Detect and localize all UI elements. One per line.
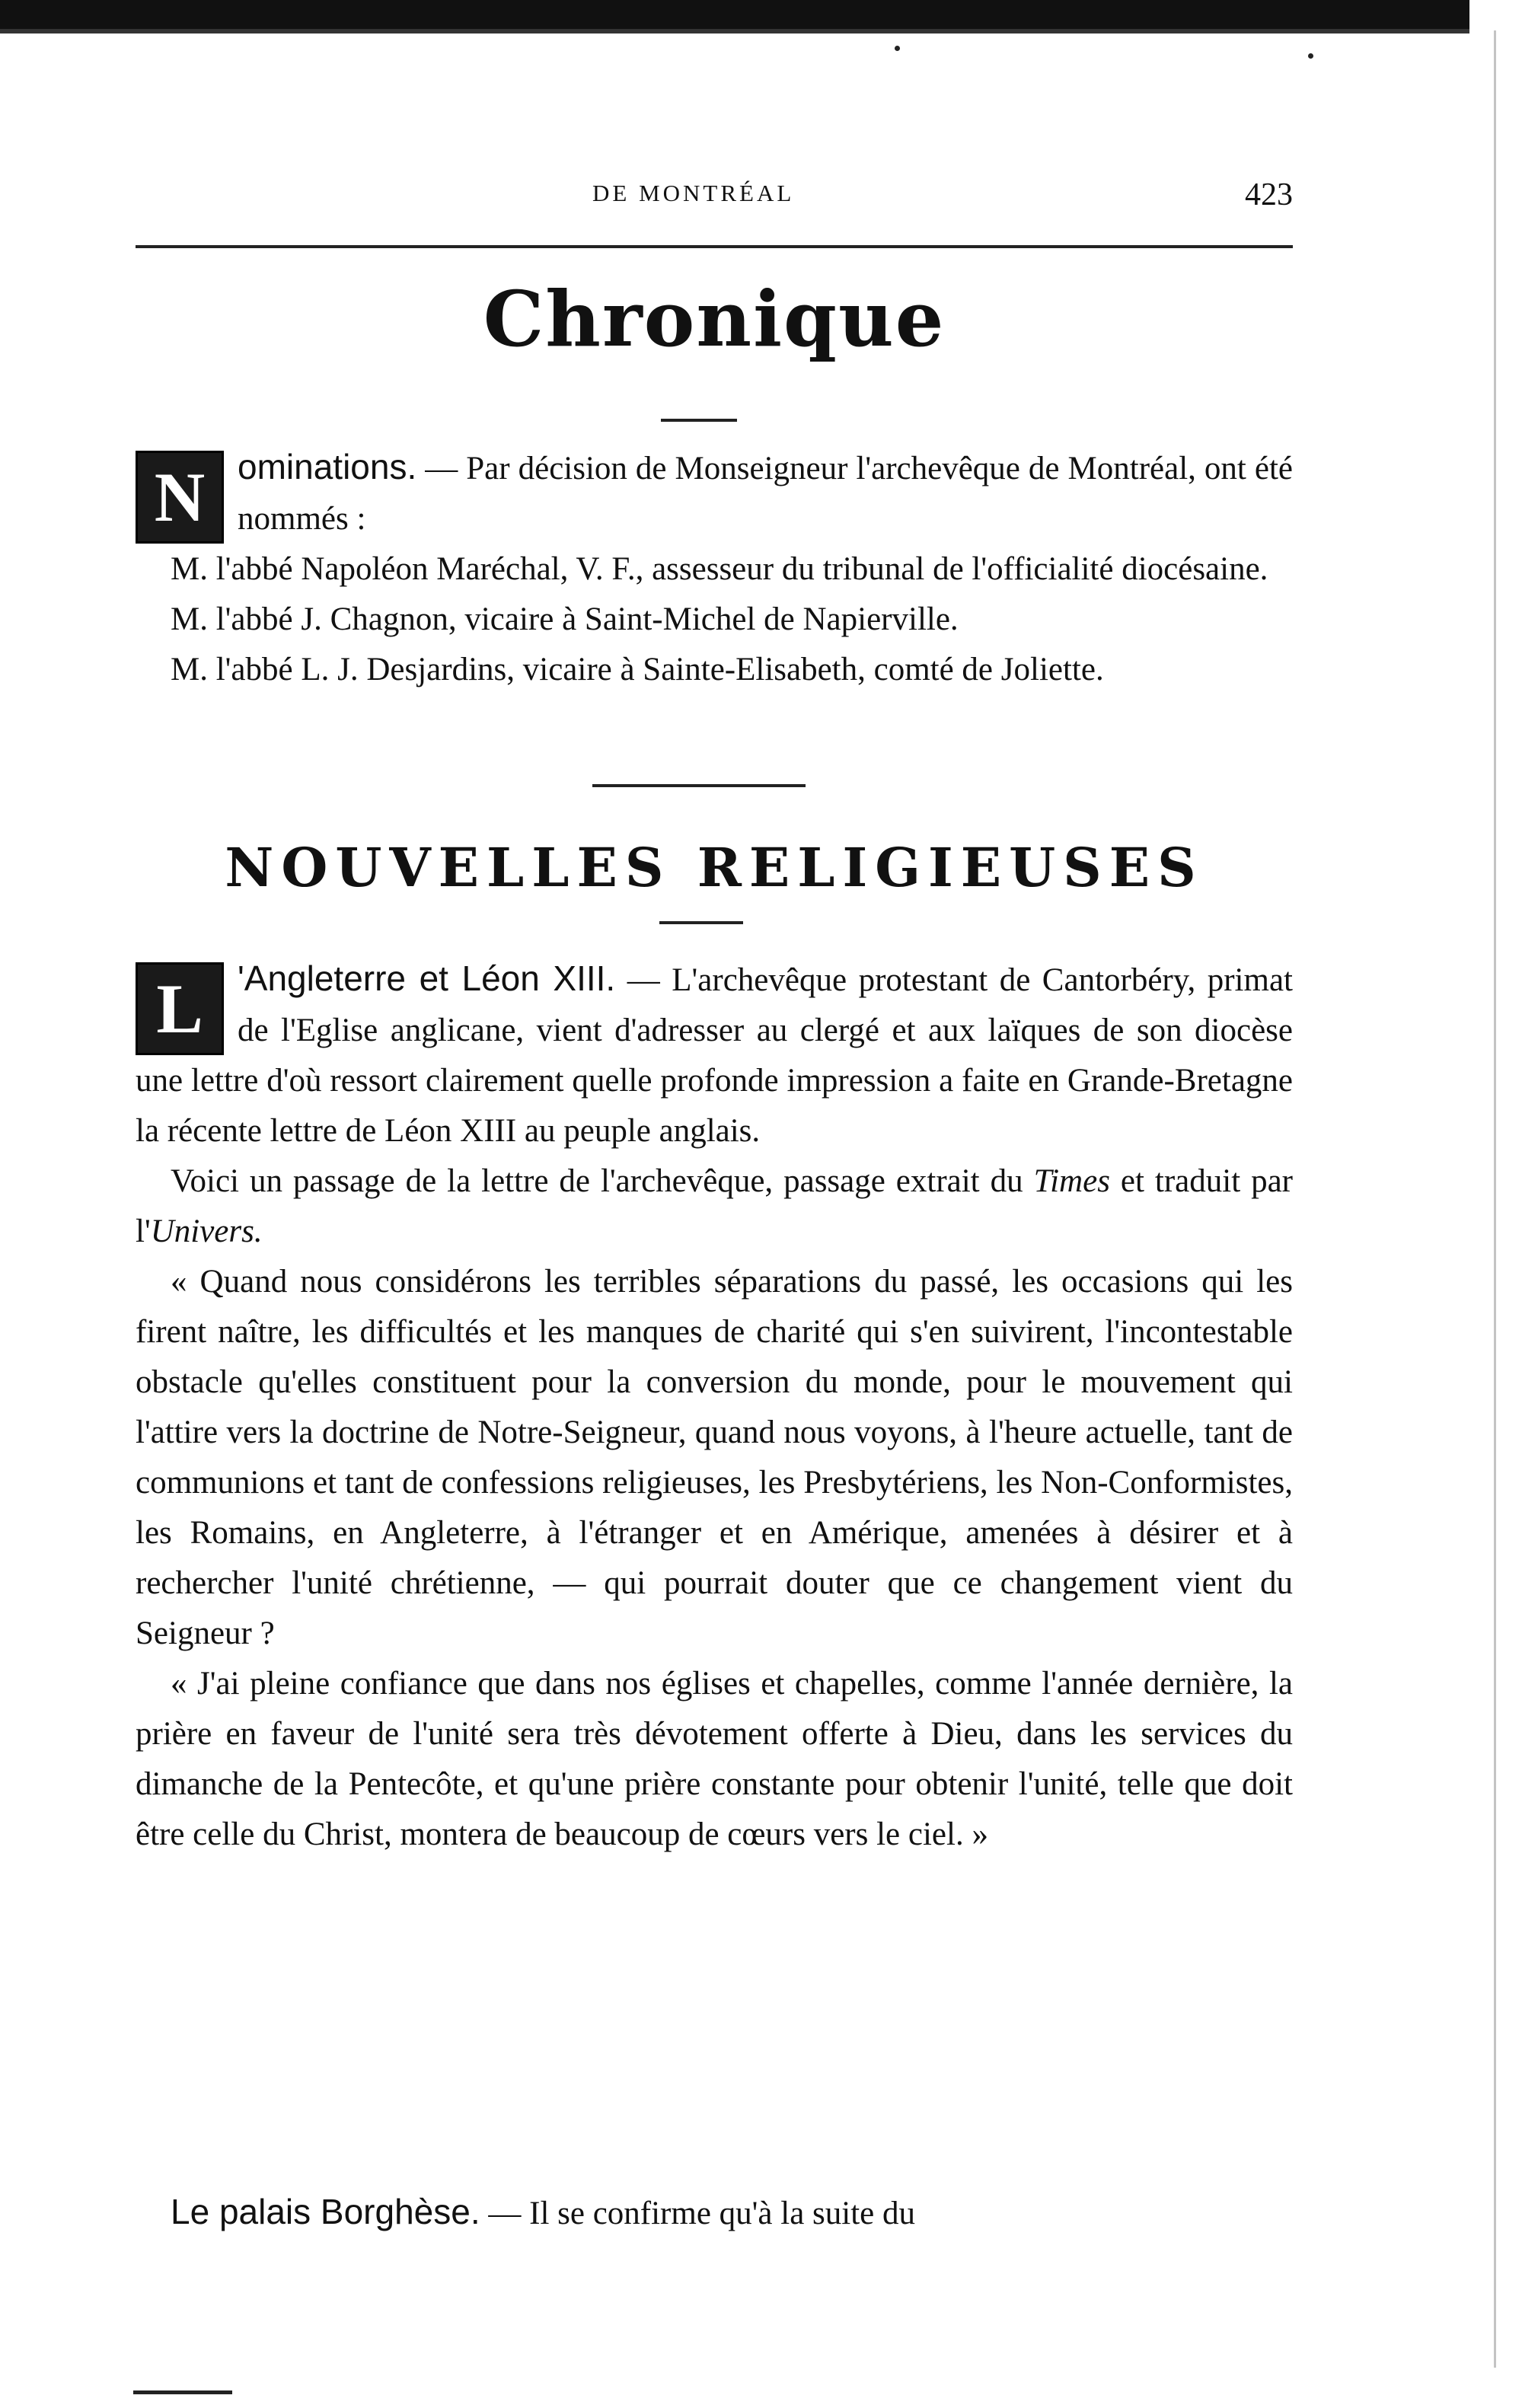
nomination-item: M. l'abbé J. Chagnon, vicaire à Saint-Michel de Napierville. bbox=[171, 601, 959, 637]
borghese-body: — Il se confirme qu'à la suite du bbox=[480, 2196, 915, 2231]
nomination-item: M. l'abbé L. J. Desjardins, vicaire à Sainte-Elisabeth, comté de Joliette. bbox=[171, 652, 1104, 687]
scan-top-border-thin bbox=[0, 29, 1469, 33]
dropcap-n: N bbox=[136, 451, 224, 544]
borghese-para bbox=[136, 2186, 1293, 2239]
dropcap-l: L bbox=[136, 962, 224, 1055]
quote-paragraph-2: « J'ai pleine confiance que dans nos églises et chapelles, comme l'année dernière, la prière en faveur de l'unité sera très dévotement offerte à Dieu, dans les services du dimanche de la Pentecôte, et qu'une prière constante pour obtenir l'unité, telle que doit être celle du Christ, montera de beaucoup de cœurs vers le ciel. » bbox=[136, 1666, 1293, 1852]
angleterre-para-2 bbox=[136, 1156, 1293, 1257]
scan-right-edge bbox=[1494, 30, 1496, 2368]
chronique-title: Chronique bbox=[483, 274, 946, 364]
angleterre-body: — L'archevêque protestant de Cantorbéry, primat de l'Eglise anglicane, vient d'adresser au clergé et aux laïques de son diocèse une lettre d'où ressort clairement quelle profonde impression a faite en Grande-Bretagne la récente lettre de Léon XIII au peuple anglais. bbox=[136, 962, 1293, 1149]
quote-paragraph-1: « Quand nous considérons les terribles séparations du passé, les occasions qui les firent naître, les difficultés et les manques de charité qui s'en suivirent, l'incontestable obstacle qu'elles constituent pour la conversion du monde, pour le mouvement qui l'attire vers la doctrine de Notre-Seigneur, quand nous voyons, à l'heure actuelle, tant de communions et tant de confessions religieuses, les Presbytériens, les Non-Conformistes, les Romains, en Angleterre, à l'étranger et en Amérique, amenées à désirer et à rechercher l'unité chrétienne, — qui pourrait douter que ce changement vient du Seigneur ? bbox=[136, 1264, 1293, 1651]
header-rule bbox=[136, 245, 1293, 248]
times-title: Times bbox=[1033, 1163, 1110, 1199]
page-number: 423 bbox=[1245, 177, 1293, 212]
title-rule bbox=[661, 419, 737, 422]
angleterre-lead: 'Angleterre et Léon XIII. bbox=[238, 958, 616, 998]
nominations-lead: ominations. bbox=[238, 447, 417, 486]
section-heading: NOUVELLES RELIGIEUSES bbox=[225, 836, 1204, 899]
section-divider bbox=[592, 784, 806, 787]
nominations-section bbox=[136, 442, 1293, 695]
scan-bottom-mark bbox=[133, 2390, 232, 2394]
angleterre-article bbox=[136, 953, 1293, 1860]
p2-text: Voici un passage de la lettre de l'archevêque, passage extrait du bbox=[171, 1163, 1034, 1199]
univers-title: Univers. bbox=[150, 1214, 263, 1249]
running-head bbox=[136, 177, 1293, 218]
nominations-intro bbox=[136, 442, 1293, 544]
angleterre-para-1 bbox=[136, 953, 1293, 1156]
running-head-title: DE MONTRÉAL bbox=[592, 180, 795, 206]
scan-top-border bbox=[0, 0, 1469, 29]
borghese-article bbox=[136, 2186, 1293, 2239]
scan-speck bbox=[895, 46, 900, 51]
borghese-lead: Le palais Borghèse. bbox=[171, 2192, 480, 2231]
scan-speck bbox=[1308, 53, 1313, 59]
section-heading-rule bbox=[659, 921, 743, 924]
p2-text: et traduit par l' bbox=[136, 1163, 1293, 1249]
nomination-item: M. l'abbé Napoléon Maréchal, V. F., assesseur du tribunal de l'officialité diocésaine. bbox=[171, 551, 1268, 587]
nominations-intro-text: — Par décision de Monseigneur l'archevêque de Montréal, ont été nommés : bbox=[238, 451, 1293, 537]
